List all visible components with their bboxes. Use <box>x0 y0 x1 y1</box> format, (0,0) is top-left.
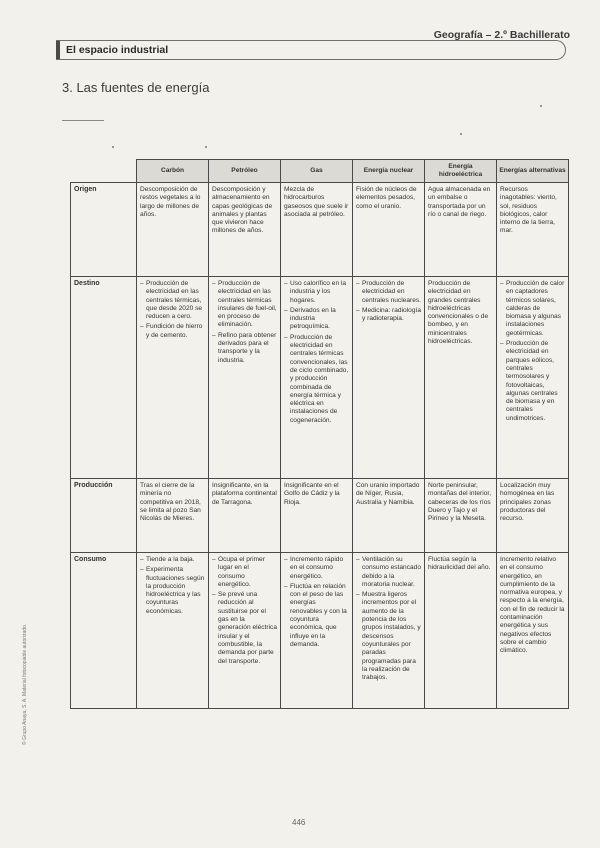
table-cell <box>497 479 569 553</box>
list-item: – Producción de electricidad en centrales térmicas convencionales, las de ciclo combinado, y producción combinada de energía térmica y eléctrica en instalaciones de cogeneración. <box>284 334 349 425</box>
scan-dot-mark <box>540 105 542 107</box>
cell-list <box>500 280 565 423</box>
unit-banner-accent <box>56 41 60 59</box>
cell-list <box>140 556 205 616</box>
column-header: Gas <box>281 160 353 183</box>
table-cell <box>425 183 497 277</box>
table-cell <box>281 183 353 277</box>
list-item: – Medicina: radiología y radioterapia. <box>356 307 421 324</box>
list-item: – Muestra ligeros incrementos por el aumento de la potencia de los grupos instalados, y descensos coyunturales por paradas programadas para la realización de trabajos. <box>356 591 421 682</box>
column-header: Energía nuclear <box>353 160 425 183</box>
table-row-destino <box>71 277 569 479</box>
scan-dot-mark <box>205 146 207 148</box>
table-cell <box>281 277 353 479</box>
table-cell <box>497 277 569 479</box>
cell-text: Incremento relativo en el consumo energético, en cumplimiento de la normativa europea, y respecto a la energía, con el fin de reducir la contaminación energética y sus negativos efectos sobre el cambio climático. <box>500 556 565 655</box>
table-cell <box>137 183 209 277</box>
cell-text: Tras el cierre de la minería no competitiva en 2018, se limita al pozo San Nicolás de Mieres. <box>140 482 201 523</box>
list-item: – Uso calorífico en la industria y los hogares. <box>284 280 349 305</box>
list-item: – Producción de calor en captadores térmicos solares, calderas de biomasa y algunas instalaciones geotérmicas. <box>500 280 565 338</box>
table-cell <box>425 277 497 479</box>
cell-list <box>140 280 205 340</box>
row-header: Destino <box>71 277 137 479</box>
cell-list <box>356 280 421 323</box>
list-item: – Ventilación su consumo estancado debido a la moratoria nuclear. <box>356 556 421 589</box>
cell-text: Descomposición y almacenamiento en capas geológicas de animales y plantas que vivieron hace millones de años. <box>212 186 273 235</box>
column-header: Energía hidroeléctrica <box>425 160 497 183</box>
table-cell <box>137 277 209 479</box>
table-cell <box>137 479 209 553</box>
cell-text: Descomposición de restos vegetales a lo largo de millones de años. <box>140 186 201 218</box>
scan-dot-mark <box>460 133 462 135</box>
energy-sources-table <box>70 159 569 709</box>
list-item: – Experimenta fluctuaciones según la producción hidroeléctrica y las coyunturas económicas. <box>140 566 205 616</box>
table-cell <box>281 479 353 553</box>
cell-list <box>284 280 349 425</box>
cell-list <box>356 556 421 682</box>
page-number: 446 <box>292 818 306 827</box>
table-row-consumo <box>71 553 569 709</box>
cell-text: Localización muy homogénea en las principales zonas productoras del recurso. <box>500 482 555 523</box>
table-header-row <box>71 160 569 183</box>
list-item: – Producción de electricidad en parques eólicos, centrales termosolares y fotovoltaicas, algunas centrales de biomasa y en centrales undimotrices. <box>500 340 565 423</box>
cell-text: Agua almacenada en un embalse o transportada por un río o canal de riego. <box>428 186 491 218</box>
cell-text: Norte peninsular, montañas del interior, cabeceras de los ríos Duero y Tajo y el Pirineo y la Meseta. <box>428 482 492 523</box>
scan-dot-mark <box>112 146 114 148</box>
table-cell <box>209 553 281 709</box>
list-item: – Producción de electricidad en las centrales térmicas insulares de fuel-oil, en proceso de eliminación. <box>212 280 277 330</box>
list-item: – Producción de electricidad en centrales nucleares. <box>356 280 421 305</box>
table-cell <box>353 479 425 553</box>
table-cell <box>425 553 497 709</box>
list-item: – Tiende a la baja. <box>140 556 205 564</box>
cell-list <box>212 280 277 365</box>
list-item: – Fluctúa en relación con el peso de las energías renovables y con la coyuntura económica, que influye en la demanda. <box>284 583 349 649</box>
table-corner-cell <box>71 160 137 183</box>
table-cell <box>353 183 425 277</box>
cell-text: Insignificante, en la plataforma continental de Tarragona. <box>212 482 277 506</box>
column-header: Carbón <box>137 160 209 183</box>
cell-text: Producción de electricidad en grandes centrales hidroeléctricas convencionales o de bombeo, y en minicentrales hidroeléctricas. <box>428 280 489 346</box>
table-row-origen <box>71 183 569 277</box>
row-header: Producción <box>71 479 137 553</box>
cell-text: Recursos inagotables: viento, sol, residuos biológicos, calor interno de la tierra, mar. <box>500 186 557 235</box>
table-cell <box>281 553 353 709</box>
scan-underline-mark <box>62 120 104 121</box>
table-cell <box>209 183 281 277</box>
cell-text: Insignificante en el Golfo de Cádiz y la Rioja. <box>284 482 340 506</box>
row-header: Origen <box>71 183 137 277</box>
subject-header: Geografía – 2.º Bachillerato <box>433 29 570 41</box>
list-item: – Se prevé una reducción al sustituirse por el gas en la generación eléctrica insular y el combustible, la demanda por parte del transporte. <box>212 591 277 666</box>
table-cell <box>209 479 281 553</box>
cell-text: Fisión de núcleos de elementos pesados, como el uranio. <box>356 186 417 210</box>
cell-list <box>212 556 277 666</box>
table-cell <box>137 553 209 709</box>
list-item: – Refino para obtener derivados para el transporte y la industria. <box>212 332 277 365</box>
list-item: – Fundición de hierro y de cemento. <box>140 323 205 340</box>
table-cell <box>353 277 425 479</box>
table-cell <box>209 277 281 479</box>
table-cell <box>497 183 569 277</box>
cell-text: Mezcla de hidrocarburos gaseosos que suele ir asociada al petróleo. <box>284 186 349 218</box>
cell-list <box>284 556 349 649</box>
list-item: – Derivados en la industria petroquímica. <box>284 307 349 332</box>
copyright-side-note: © Grupo Anaya, S. A. Material fotocopiable autorizado. <box>22 623 28 745</box>
section-title: 3. Las fuentes de energía <box>62 80 210 95</box>
unit-title: El espacio industrial <box>66 44 169 56</box>
table-cell <box>497 553 569 709</box>
unit-banner <box>56 40 566 60</box>
list-item: – Incremento rápido en el consumo energético. <box>284 556 349 581</box>
list-item: – Producción de electricidad en las centrales térmicas, que desde 2020 se reducen a cero. <box>140 280 205 321</box>
list-item: – Ocupa el primer lugar en el consumo energético. <box>212 556 277 589</box>
table-cell <box>353 553 425 709</box>
column-header: Petróleo <box>209 160 281 183</box>
cell-text: Con uranio importado de Níger, Rusia, Australia y Namibia. <box>356 482 420 506</box>
column-header: Energías alternativas <box>497 160 569 183</box>
table-cell <box>425 479 497 553</box>
table-row-produccion <box>71 479 569 553</box>
row-header: Consumo <box>71 553 137 709</box>
cell-text: Fluctúa según la hidraulicidad del año. <box>428 556 491 572</box>
